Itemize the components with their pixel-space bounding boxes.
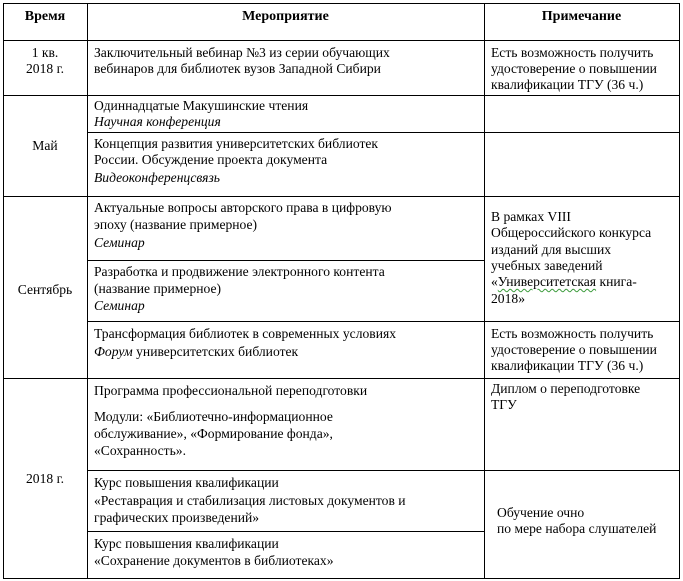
table-border-bottom (3, 578, 680, 579)
time-cell: Сентябрь (17, 282, 73, 297)
time-cell: Май (32, 138, 58, 153)
event-type-line (94, 344, 298, 360)
header-time: Время (24, 9, 66, 24)
spellcheck-marked-word: Университетская (497, 274, 597, 289)
event-title: вебинаров для библиотек вузов Западной Сибири (94, 61, 381, 76)
note-text-line (491, 274, 637, 290)
table-border-top (3, 3, 680, 4)
event-type: Научная конференция (94, 114, 221, 129)
event-type: Видеоконференцсвязь (94, 170, 220, 185)
event-title: Концепция развития университетских библиотек (94, 136, 379, 151)
note-text: ТГУ (491, 397, 517, 412)
event-title: (название примерное) (94, 281, 222, 296)
row-separator (87, 260, 484, 261)
block-separator (3, 378, 680, 379)
event-title: Разработка и продвижение электронного контента (94, 264, 385, 279)
event-title: Курс повышения квалификации (94, 475, 279, 490)
note-text: В рамках VIII (491, 209, 571, 224)
note-text: по мере набора слушателей (497, 521, 657, 536)
table-border-col1 (87, 3, 88, 579)
note-text: учебных заведений (491, 258, 603, 273)
note-text: квалификации ТГУ (36 ч.) (491, 77, 644, 92)
event-title: России. Обсуждение проекта документа (94, 152, 328, 167)
event-title: Трансформация библиотек в современных условиях (94, 326, 397, 341)
row-separator (87, 470, 680, 471)
block-separator (3, 95, 680, 96)
event-title: Актуальные вопросы авторского права в цифровую (94, 200, 392, 215)
header-note: Примечание (541, 9, 622, 24)
event-title: «Реставрация и стабилизация листовых документов и (94, 493, 406, 508)
event-title: графических произведений» (94, 510, 260, 525)
note-text: изданий для высших (491, 242, 612, 257)
note-text: квалификации ТГУ (36 ч.) (491, 358, 644, 373)
event-modules: «Сохранность». (94, 443, 187, 458)
event-title: «Сохранение документов в библиотеках» (94, 553, 334, 568)
time-cell: 2018 г. (25, 471, 65, 486)
row-separator (87, 531, 484, 532)
note-text: Обучение очно (497, 505, 585, 520)
header-separator (3, 40, 680, 41)
note-text: « (491, 274, 498, 289)
note-text: книга- (596, 274, 637, 289)
event-title-rest: университетских библиотек (132, 344, 299, 359)
table-border-col2 (484, 3, 485, 579)
table-border-right (679, 3, 680, 579)
event-type: Форум (94, 344, 133, 359)
block-separator (3, 196, 680, 197)
note-text: Общероссийского конкурса (491, 225, 652, 240)
event-modules: обслуживание», «Формирование фонда», (94, 426, 333, 441)
note-text: удостоверение о повышении (491, 342, 657, 357)
event-type: Семинар (94, 235, 145, 250)
note-text: Есть возможность получить (491, 326, 654, 341)
event-title: Программа профессиональной переподготовки (94, 383, 368, 398)
note-text: удостоверение о повышении (491, 61, 657, 76)
event-title: Курс повышения квалификации (94, 536, 279, 551)
event-title: Одиннадцатые Макушинские чтения (94, 98, 309, 113)
event-title: Заключительный вебинар №3 из серии обучающих (94, 45, 390, 60)
header-event: Мероприятие (242, 9, 329, 24)
event-title: эпоху (название примерное) (94, 217, 258, 232)
time-cell: 1 кв. (31, 45, 59, 60)
note-text: 2018» (491, 291, 525, 306)
event-modules: Модули: «Библиотечно-информационное (94, 409, 333, 424)
event-type: Семинар (94, 298, 145, 313)
row-separator (87, 321, 680, 322)
note-text: Диплом о переподготовке (491, 381, 641, 396)
note-text: Есть возможность получить (491, 45, 654, 60)
row-separator (87, 132, 680, 133)
time-cell: 2018 г. (25, 61, 65, 76)
